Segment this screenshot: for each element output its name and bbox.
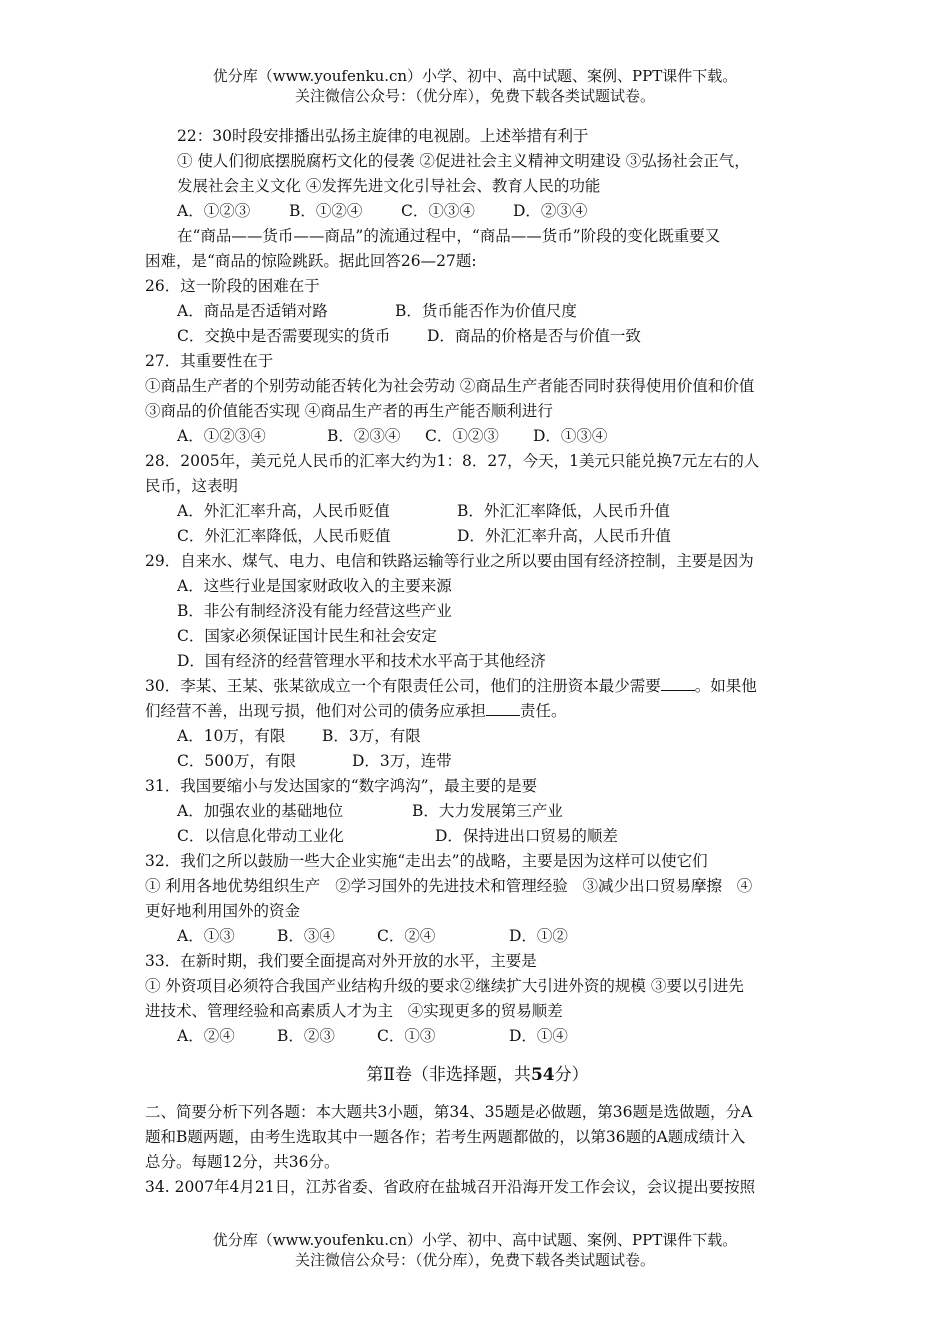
- q27-option-c: C．①②③: [425, 427, 499, 445]
- question-25: [145, 124, 810, 224]
- q30-line-2-tail: 责任。: [520, 702, 567, 720]
- q25-option-d: D．②③④: [513, 202, 588, 220]
- question-26: [145, 274, 810, 349]
- q28-option-c: C．外汇汇率降低，人民币贬值: [177, 527, 391, 545]
- q31-options-row-2: [145, 824, 810, 849]
- q29-option-a: A．这些行业是国家财政收入的主要来源: [177, 577, 452, 595]
- q30-options-row-1: [145, 724, 810, 749]
- question-32: [145, 849, 810, 949]
- question-29: [145, 549, 810, 674]
- intro-line-1: 在“商品——货币——商品”的流通过程中，“商品——货币”阶段的变化既重要又: [177, 227, 721, 245]
- q29-option-d: D．国有经济的经营管理水平和技术水平高于其他经济: [177, 652, 546, 670]
- question-28: [145, 449, 810, 549]
- footer-line-2: 关注微信公众号：（优分库），免费下载各类试题试卷。: [294, 1251, 655, 1269]
- q28-option-d: D．外汇汇率升高，人民币升值: [457, 527, 671, 545]
- q33-option-b: B．②③: [277, 1027, 335, 1045]
- q32-line-2: 更好地利用国外的资金: [145, 902, 301, 920]
- q31-option-d: D．保持进出口贸易的顺差: [435, 827, 618, 845]
- section-2-title: [145, 1063, 810, 1088]
- q28-line-2: 民币，这表明: [145, 477, 239, 495]
- q26-options-row-1: [145, 299, 810, 324]
- q26-option-c: C．交换中是否需要现实的货币: [177, 327, 391, 345]
- q31-options-row-1: [145, 799, 810, 824]
- q30-line-2: [145, 699, 810, 724]
- q25-option-c: C．①③④: [401, 202, 475, 220]
- page-footer: [0, 1230, 950, 1270]
- q32-option-a: A．①③: [177, 927, 235, 945]
- q25-options: [145, 199, 810, 224]
- q26-option-d: D．商品的价格是否与价值一致: [427, 327, 641, 345]
- q34-line-1: 34. 2007年4月21日，江苏省委、省政府在盐城召开沿海开发工作会议，会议提出要按照: [145, 1178, 756, 1196]
- q33-line-1: ① 外资项目必须符合我国产业结构升级的要求②继续扩大引进外资的规模 ③要以引进先: [145, 977, 744, 995]
- q30-option-d: D．3万，连带: [352, 752, 452, 770]
- q28-options-row-1: [145, 499, 810, 524]
- q32-option-b: B．③④: [277, 927, 335, 945]
- q25-option-b: B．①②④: [289, 202, 363, 220]
- q27-option-a: A．①②③④: [177, 427, 266, 445]
- q31-option-b: B．大力发展第三产业: [412, 802, 563, 820]
- question-33: [145, 949, 810, 1049]
- q30-line-1: [145, 674, 810, 699]
- q25-line-2: ① 使人们彻底摆脱腐朽文化的侵袭 ②促进社会主义精神文明建设 ③弘扬社会正气，: [177, 152, 750, 170]
- answer-blank-2: [486, 701, 520, 716]
- q30-line-2-text: 们经营不善，出现亏损，他们对公司的债务应承担: [145, 702, 487, 720]
- header-line-1: 优分库（www.youfenku.cn）小学、初中、高中试题、案例、PPT课件下载。: [212, 67, 738, 85]
- q26-stem: 26．这一阶段的困难在于: [145, 277, 320, 295]
- q30-options-row-2: [145, 749, 810, 774]
- question-27: [145, 349, 810, 449]
- q32-stem: 32．我们之所以鼓励一些大企业实施“走出去”的战略，主要是因为这样可以使它们: [145, 852, 708, 870]
- exam-content: [145, 124, 810, 1200]
- part2-line-2: 题和B题两题，由考生选取其中一题各作；若考生两题都做的，以第36题的A题成绩计入: [145, 1128, 746, 1146]
- q33-line-2: 进技术、管理经验和高素质人才为主 ④实现更多的贸易顺差: [145, 1002, 563, 1020]
- q32-option-d: D．①②: [509, 927, 568, 945]
- q31-stem: 31．我国要缩小与发达国家的“数字鸿沟”，最主要的是要: [145, 777, 538, 795]
- q28-options-row-2: [145, 524, 810, 549]
- q27-option-d: D．①③④: [533, 427, 608, 445]
- q33-option-c: C．①③: [377, 1027, 436, 1045]
- q31-option-c: C．以信息化带动工业化: [177, 827, 344, 845]
- q25-option-a: A．①②③: [177, 202, 251, 220]
- q26-option-b: B．货币能否作为价值尺度: [395, 302, 577, 320]
- q30-option-a: A．10万，有限: [177, 727, 286, 745]
- question-34: [145, 1175, 810, 1200]
- q27-line-2: ③商品的价值能否实现 ④商品生产者的再生产能否顺利进行: [145, 402, 553, 420]
- q29-stem: 29．自来水、煤气、电力、电信和铁路运输等行业之所以要由国有经济控制，主要是因为: [145, 552, 754, 570]
- q30-line-1-tail: 。如果他: [694, 677, 757, 695]
- question-31: [145, 774, 810, 849]
- page-header: [0, 66, 950, 106]
- footer-line-1: 优分库（www.youfenku.cn）小学、初中、高中试题、案例、PPT课件下载。: [212, 1231, 738, 1249]
- q30-line-1-text: 30．李某、王某、张某欲成立一个有限责任公司，他们的注册资本最少需要: [145, 677, 661, 695]
- part2-line-3: 总分。每题12分，共36分。: [145, 1153, 340, 1171]
- q28-line-1: 28．2005年，美元兑人民币的汇率大约为1：8．27，今天，1美元只能兑换7元左右的人: [145, 452, 760, 470]
- q26-option-a: A．商品是否适销对路: [177, 302, 328, 320]
- q33-option-a: A．②④: [177, 1027, 235, 1045]
- q33-stem: 33．在新时期，我们要全面提高对外开放的水平，主要是: [145, 952, 537, 970]
- q25-line-1: 22：30时段安排播出弘扬主旋律的电视剧。上述举措有利于: [177, 127, 589, 145]
- q27-stem: 27．其重要性在于: [145, 352, 274, 370]
- q32-line-1: ① 利用各地优势组织生产 ②学习国外的先进技术和管理经验 ③减少出口贸易摩擦 ④: [145, 877, 753, 895]
- q29-option-c: C．国家必须保证国计民生和社会安定: [177, 627, 437, 645]
- answer-blank-1: [661, 676, 695, 691]
- q28-option-a: A．外汇汇率升高，人民币贬值: [177, 502, 390, 520]
- q33-option-d: D．①④: [509, 1027, 568, 1045]
- intro-26-27: [145, 224, 810, 274]
- q29-option-b: B．非公有制经济没有能力经营这些产业: [177, 602, 452, 620]
- q27-options: [145, 424, 810, 449]
- q32-option-c: C．②④: [377, 927, 436, 945]
- section-2-score: 54: [530, 1065, 555, 1085]
- header-line-2: 关注微信公众号：（优分库），免费下载各类试题试卷。: [294, 87, 655, 105]
- q31-option-a: A．加强农业的基础地位: [177, 802, 344, 820]
- q25-line-3: 发展社会主义文化 ④发挥先进文化引导社会、教育人民的功能: [177, 177, 601, 195]
- q27-line-1: ①商品生产者的个别劳动能否转化为社会劳动 ②商品生产者能否同时获得使用价值和价值: [145, 377, 755, 395]
- part2-line-1: 二、简要分析下列各题：本大题共3小题，第34、35题是必做题，第36题是选做题，分A: [145, 1103, 753, 1121]
- question-30: [145, 674, 810, 774]
- section-2-title-c: 分）: [554, 1065, 589, 1085]
- q27-option-b: B．②③④: [327, 427, 401, 445]
- q32-options: [145, 924, 810, 949]
- part-2-instructions: [145, 1100, 810, 1175]
- section-2-title-a: 第Ⅱ卷（非选择题，共: [366, 1065, 531, 1085]
- q28-option-b: B．外汇汇率降低，人民币升值: [457, 502, 670, 520]
- q30-option-c: C．500万，有限: [177, 752, 296, 770]
- q30-option-b: B．3万，有限: [322, 727, 421, 745]
- q33-options: [145, 1024, 810, 1049]
- q26-options-row-2: [145, 324, 810, 349]
- intro-line-2: 困难，是“商品的惊险跳跃。据此回答26—27题:: [145, 252, 477, 270]
